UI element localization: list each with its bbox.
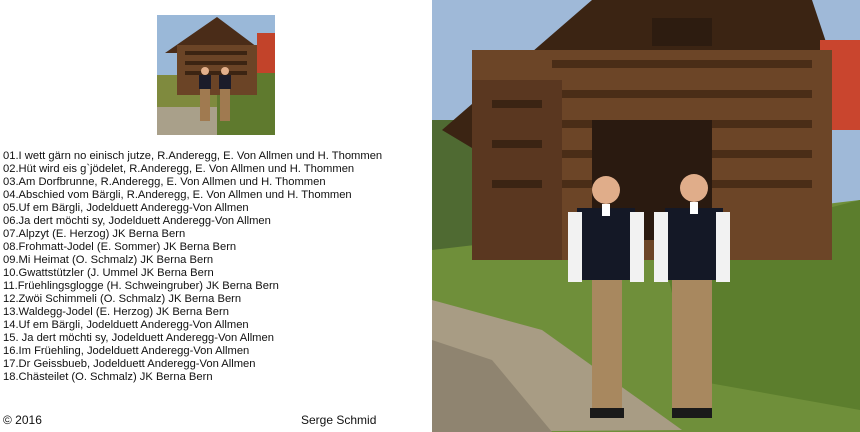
track-item: 08.Frohmatt-Jodel (E. Sommer) JK Berna Bern [3, 241, 237, 253]
track-item: 15. Ja dert möchti sy, Jodelduett Anderegg-Von Allmen [3, 332, 274, 344]
track-list [3, 150, 382, 384]
track-item: 06.Ja dert möchti sy, Jodelduett Anderegg-Von Allmen [3, 215, 271, 227]
track-item: 07.Alpzyt (E. Herzog) JK Berna Bern [3, 228, 186, 240]
track-item: 11.Früehlingsglogge (H. Schweingruber) JK Berna Bern [3, 280, 279, 292]
track-item: 12.Zwöi Schimmeli (O. Schmalz) JK Berna Bern [3, 293, 242, 305]
album-cover-thumbnail [157, 15, 275, 135]
track-item: 17.Dr Geissbueb, Jodelduett Anderegg-Von Allmen [3, 358, 256, 370]
track-item: 14.Uf em Bärgli, Jodelduett Anderegg-Von Allmen [3, 319, 249, 331]
track-item: 16.Im Früehling, Jodelduett Anderegg-Von Allmen [3, 345, 250, 357]
track-item: 09.Mi Heimat (O. Schmalz) JK Berna Bern [3, 254, 214, 266]
track-item: 13.Waldegg-Jodel (E. Herzog) JK Berna Bern [3, 306, 229, 318]
track-item: 01.I wett gärn no einisch jutze, R.Anderegg, E. Von Allmen und H. Thommen [3, 150, 383, 162]
track-item: 03.Am Dorfbrunne, R.Anderegg, E. Von Allmen und H. Thommen [3, 176, 326, 188]
album-cover-photo [432, 0, 860, 432]
track-item: 05.Uf em Bärgli, Jodelduett Anderegg-Von Allmen [3, 202, 249, 214]
track-item: 04.Abschied vom Bärgli, R.Anderegg, E. Von Allmen und H. Thommen [3, 189, 352, 201]
author-name: Serge Schmid [301, 413, 377, 427]
thumbnail-image [157, 15, 275, 135]
track-item: 18.Chästeilet (O. Schmalz) JK Berna Bern [3, 371, 213, 383]
track-item: 02.Hüt wird eis g`jödelet, R.Anderegg, E. Von Allmen und H. Thommen [3, 163, 355, 175]
copyright-text: © 2016 [3, 413, 42, 427]
track-item: 10.Gwattstützler (J. Ummel JK Berna Bern [3, 267, 214, 279]
photo-image [432, 0, 860, 432]
